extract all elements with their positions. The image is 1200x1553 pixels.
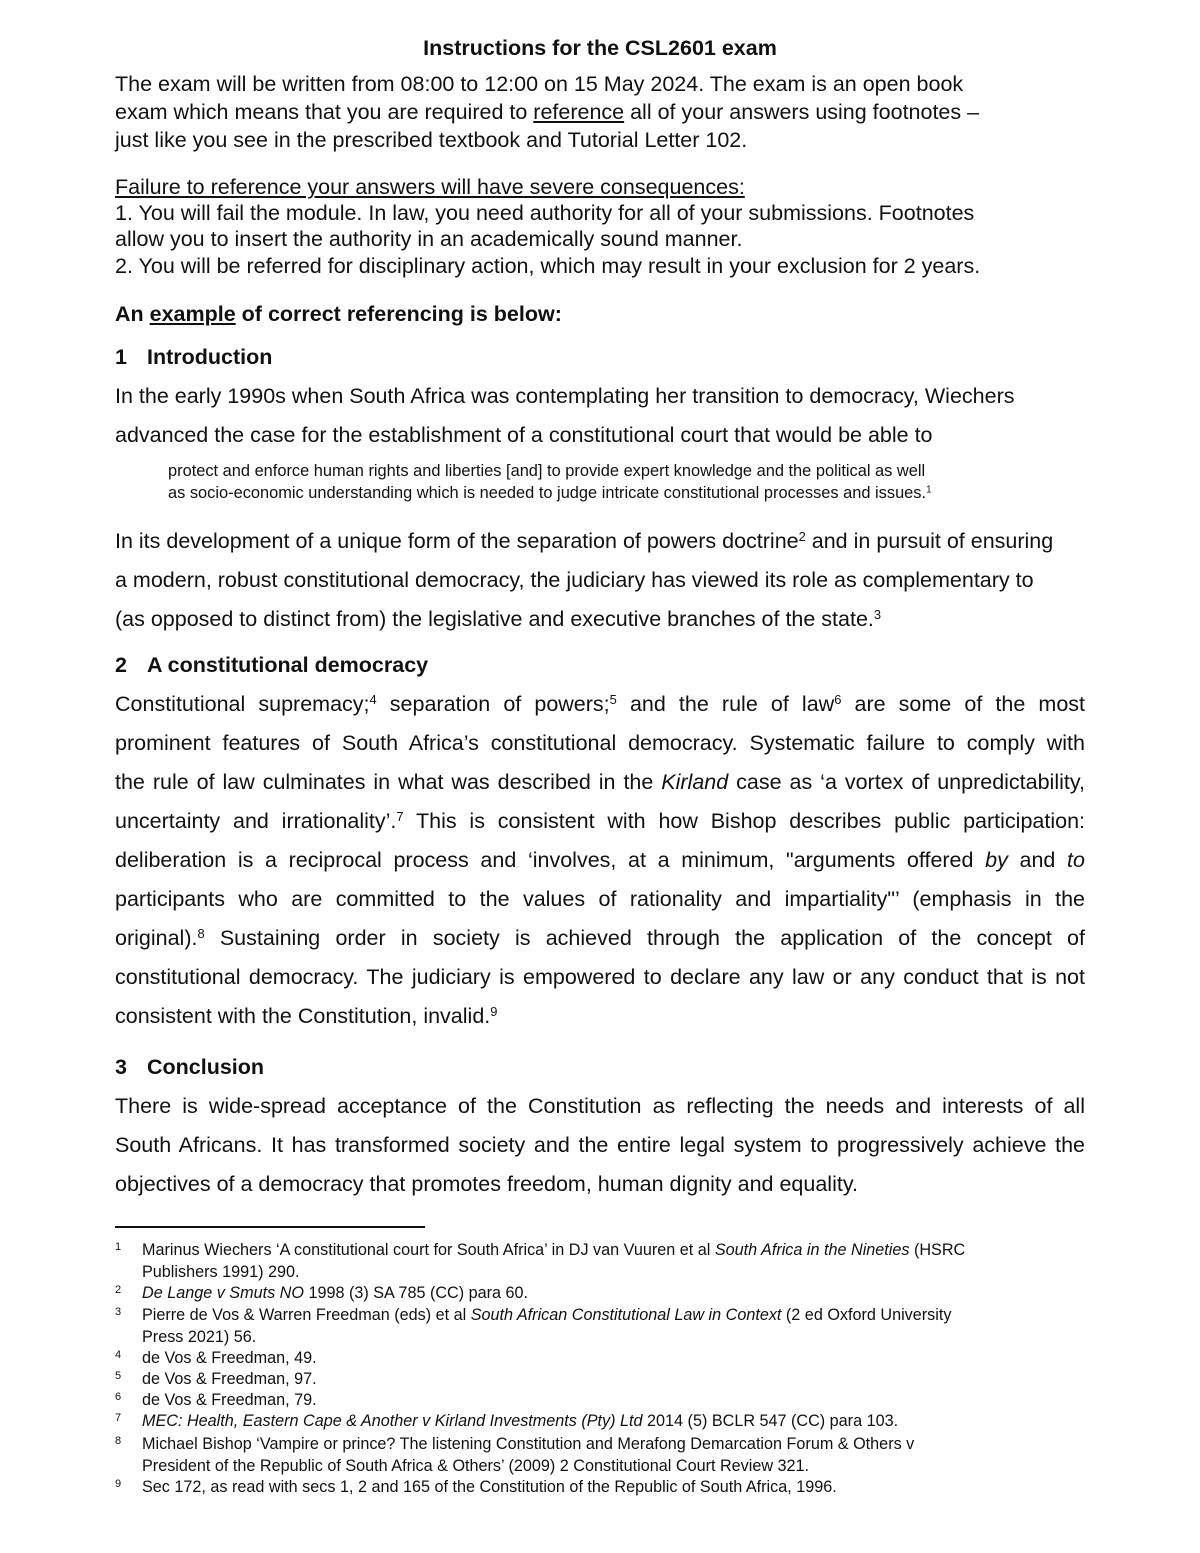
intro-text: exam which means that you are required to: [115, 100, 534, 124]
emphasis: by: [985, 848, 1008, 872]
fn-title: South African Constitutional Law in Context: [470, 1306, 782, 1324]
footnote-separator: [115, 1226, 425, 1228]
warning-heading: Failure to reference your answers will have severe consequences:: [115, 175, 745, 199]
para-text: uncertainty and irrationality’.: [115, 809, 397, 833]
para-text: the rule of law culminates in what was described in the: [115, 770, 662, 794]
para-text: and in pursuit of ensuring: [805, 529, 1054, 553]
footnote-ref: 7: [396, 808, 404, 824]
footnote-text-cont: President of the Republic of South Africa & Others’ (2009) 2 Constitutional Court Review 321.: [142, 1456, 810, 1475]
intro-line-2: [115, 100, 979, 125]
warning-item-1: 1. You will fail the module. In law, you need authority for all of your submissions. Footnotes: [115, 201, 975, 225]
footnote-text: Michael Bishop ‘Vampire or prince? The listening Constitution and Merafong Demarcation Forum & Others v: [142, 1435, 915, 1453]
para-text: consistent with the Constitution, invalid.: [115, 1004, 491, 1028]
section-1-heading: [115, 345, 272, 370]
para-text: deliberation is a reciprocal process and ‘involves, at a minimum, "arguments offered: [115, 848, 986, 872]
footnote-number: 1: [115, 1241, 122, 1253]
footnote-number: 6: [115, 1391, 122, 1403]
footnote-ref: 3: [873, 606, 882, 622]
footnote-ref: 4: [369, 691, 377, 707]
footnote-number: 2: [115, 1284, 122, 1296]
footnote-text: de Vos & Freedman, 49.: [142, 1349, 317, 1367]
block-quote-line-1: protect and enforce human rights and liberties [and] to provide expert knowledge and the political as well: [168, 462, 926, 480]
footnote-text: de Vos & Freedman, 97.: [142, 1370, 317, 1388]
fn-title: South Africa in the Nineties: [714, 1241, 910, 1259]
case-name: Kirland: [661, 770, 729, 794]
s2-line-5: [115, 848, 1085, 873]
footnote-ref: 1: [926, 484, 932, 496]
footnote-text: [142, 1305, 951, 1327]
fn-text: Marinus Wiechers ‘A constitutional court for South Africa’ in DJ van Vuuren et al: [142, 1241, 715, 1259]
footnote-ref: 5: [609, 691, 617, 707]
page-title: Instructions for the CSL2601 exam: [423, 36, 777, 60]
para-text: Sustaining order in society is achieved through the application of the concept of: [204, 926, 1085, 950]
footnote-number: 3: [115, 1306, 122, 1318]
section-title: A constitutional democracy: [146, 653, 429, 677]
intro-line-3: just like you see in the prescribed textbook and Tutorial Letter 102.: [115, 128, 748, 152]
footnote-number: 8: [115, 1435, 122, 1447]
footnote-text: [142, 1283, 528, 1305]
fn-title: De Lange v Smuts NO: [142, 1284, 304, 1302]
reference-underlined: reference: [533, 100, 625, 124]
s1-p1-line-1: In the early 1990s when South Africa was contemplating her transition to democracy, Wiechers: [115, 384, 1015, 408]
s2-line-7: [115, 926, 1085, 951]
footnote-text: [142, 1411, 898, 1433]
intro-text: all of your answers using footnotes –: [624, 100, 980, 124]
footnote-number: 9: [115, 1478, 122, 1490]
warning-item-2: 2. You will be referred for disciplinary action, which may result in your exclusion for 2 years.: [115, 254, 981, 278]
fn-title: MEC: Health, Eastern Cape & Another v Kirland Investments (Pty) Ltd: [142, 1412, 643, 1430]
example-heading-pre: An: [115, 302, 150, 326]
para-text: separation of powers;: [376, 692, 610, 716]
emphasis: to: [1067, 848, 1085, 872]
section-title: Introduction: [146, 345, 273, 369]
fn-text: (2 ed Oxford University: [781, 1306, 952, 1324]
footnote-ref: 6: [834, 691, 842, 707]
fn-text: 1998 (3) SA 785 (CC) para 60.: [303, 1284, 529, 1302]
footnote-ref: 9: [490, 1003, 498, 1019]
fn-text: 2014 (5) BCLR 547 (CC) para 103.: [642, 1412, 899, 1430]
para-text: and: [1007, 848, 1068, 872]
para-text: This is consistent with how Bishop describes public participation:: [403, 809, 1085, 833]
section-number: 2: [115, 653, 127, 677]
example-underlined: example: [149, 302, 236, 326]
s1-p1-line-2: advanced the case for the establishment of a constitutional court that would be able to: [115, 423, 933, 447]
footnote-text-cont: Press 2021) 56.: [142, 1327, 257, 1346]
footnote-number: 4: [115, 1349, 122, 1361]
para-text: and the rule of law: [616, 692, 835, 716]
quote-text: as socio-economic understanding which is needed to judge intricate constitutional processes and issues.: [168, 484, 927, 502]
example-heading-post: of correct referencing is below:: [235, 302, 562, 326]
footnote-ref: 8: [197, 925, 205, 941]
block-quote-line-2: [168, 484, 932, 503]
warning-item-1-cont: allow you to insert the authority in an academically sound manner.: [115, 227, 743, 251]
footnote-text: Sec 172, as read with secs 1, 2 and 165 of the Constitution of the Republic of South Africa, 1996.: [142, 1478, 837, 1496]
intro-line-1: The exam will be written from 08:00 to 12:00 on 15 May 2024. The exam is an open book: [115, 72, 964, 96]
s2-line-9: [115, 1004, 497, 1029]
s3-line-1: There is wide-spread acceptance of the Constitution as reflecting the needs and interests of all: [115, 1094, 1085, 1118]
section-number: 1: [115, 345, 127, 369]
s2-line-2: prominent features of South Africa’s constitutional democracy. Systematic failure to comply with: [115, 731, 1085, 755]
section-number: 3: [115, 1055, 127, 1079]
footnote-number: 7: [115, 1412, 122, 1424]
example-heading: [115, 302, 562, 327]
s1-p2-line-2: a modern, robust constitutional democracy, the judiciary has viewed its role as complementary to: [115, 568, 1034, 592]
s2-line-1: [115, 692, 1085, 717]
footnote-number: 5: [115, 1370, 122, 1382]
s2-line-4: [115, 809, 1085, 834]
s2-line-3: [115, 770, 1085, 795]
s1-p2-line-3: [115, 607, 881, 632]
para-text: original).: [115, 926, 198, 950]
para-text: In its development of a unique form of the separation of powers doctrine: [115, 529, 799, 553]
s3-line-2: South Africans. It has transformed society and the entire legal system to progressively achieve the: [115, 1133, 1085, 1157]
para-text: Constitutional supremacy;: [115, 692, 370, 716]
fn-text: Pierre de Vos & Warren Freedman (eds) et al: [142, 1306, 471, 1324]
footnote-text-cont: Publishers 1991) 290.: [142, 1262, 300, 1281]
footnote-text: de Vos & Freedman, 79.: [142, 1391, 317, 1409]
section-title: Conclusion: [146, 1055, 265, 1079]
section-3-heading: [115, 1055, 264, 1080]
s1-p2-line-1: [115, 529, 1053, 554]
footnote-text: [142, 1240, 965, 1262]
fn-text: (HSRC: [909, 1241, 966, 1259]
s2-line-6: participants who are committed to the values of rationality and impartiality"’ (emphasis in the: [115, 887, 1085, 911]
para-text: (as opposed to distinct from) the legislative and executive branches of the state.: [115, 607, 874, 631]
footnote-ref: 2: [798, 528, 806, 544]
s2-line-8: constitutional democracy. The judiciary is empowered to declare any law or any conduct that is not: [115, 965, 1085, 989]
section-2-heading: [115, 653, 428, 678]
para-text: case as ‘a vortex of unpredictability,: [728, 770, 1085, 794]
s3-line-3: objectives of a democracy that promotes freedom, human dignity and equality.: [115, 1172, 858, 1196]
para-text: are some of the most: [841, 692, 1085, 716]
